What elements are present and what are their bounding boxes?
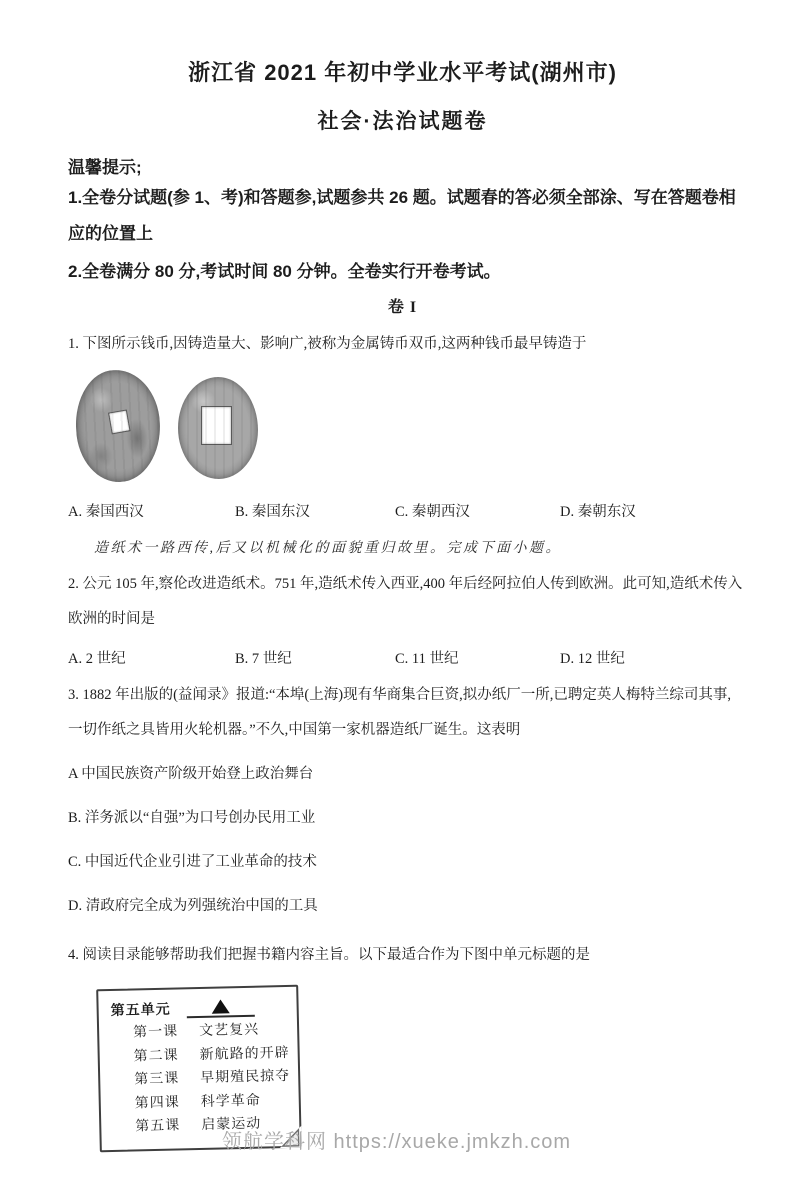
lesson-title: 启蒙运动: [201, 1116, 262, 1133]
lesson-row: [113, 1091, 291, 1114]
triangle-icon: [211, 999, 229, 1013]
option-item: D. 12 世纪: [560, 651, 625, 667]
triangle-underline: [186, 999, 254, 1019]
lesson-row: [111, 1021, 289, 1044]
option-item: C. 中国近代企业引进了工业革命的技术: [68, 854, 317, 870]
notice-heading: 温馨提示;: [68, 158, 142, 177]
passage-text: 造纸术一路西传,后又以机械化的面貌重归故里。完成下面小题。: [94, 541, 562, 556]
notice-item-2: 2.全卷满分 80 分,考试时间 80 分钟。全卷实行开卷考试。: [68, 262, 501, 281]
coin-image-left: [73, 368, 163, 484]
exam-paper-page: [0, 56, 793, 1178]
coin-image-right: [178, 377, 258, 479]
lesson-title: 科学革命: [200, 1093, 261, 1110]
option-item: C. 秦朝西汉: [395, 504, 470, 520]
lesson-title: 文艺复兴: [198, 1022, 260, 1039]
page-title: 浙江省 2021 年初中学业水平考试(湖州市): [188, 60, 617, 85]
lesson-number: 第二课: [133, 1047, 179, 1064]
option-item: A. 秦国西汉: [68, 504, 144, 520]
question-2-stem: 2. 公元 105 年,察伦改进造纸术。751 年,造纸术传入西亚,400 年后经阿拉伯人传到欧洲。此可知,造纸术传入欧洲的时间是: [68, 576, 743, 627]
unit-label: 第五单元: [110, 1002, 171, 1019]
option-item: C. 11 世纪: [395, 651, 459, 667]
question-3-stem: 3. 1882 年出版的(益闻录》报道:“本埠(上海)现有华商集合巨资,拟办纸厂一所,已聘定英人梅特兰综司其事,一切作纸之具皆用火轮机器。”不久,中国第一家机器造纸厂诞生。这表明: [68, 687, 731, 738]
notice-item-1: 1.全卷分试题(参 1、考)和答题参,试题参共 26 题。试题春的答必须全部涂、写在答题卷相应的位置上: [68, 188, 736, 243]
lesson-number: 第一课: [133, 1024, 179, 1041]
page-subtitle: 社会·法治试题卷: [317, 110, 488, 133]
lesson-number: 第四课: [134, 1094, 180, 1111]
watermark-text: 领航学科网 https://xueke.jmkzh.com: [221, 1131, 572, 1153]
question-1-options: [68, 500, 737, 521]
option-item: A 中国民族资产阶级开始登上政治舞台: [68, 766, 314, 782]
toc-header: [110, 996, 288, 1020]
coin-hole-icon: [109, 411, 129, 434]
lesson-title: 早期殖民掠夺: [200, 1068, 291, 1086]
option-item: A. 2 世纪: [68, 651, 126, 667]
option-item: B. 7 世纪: [235, 651, 292, 667]
question-3-options: [68, 762, 737, 915]
lesson-row: [112, 1068, 290, 1091]
lesson-number: 第三课: [134, 1071, 180, 1088]
lesson-title: 新航路的开辟: [199, 1045, 290, 1063]
question-2-options: [68, 647, 737, 668]
lesson-number: 第五课: [135, 1118, 181, 1135]
coin-images: [76, 370, 737, 490]
question-1-stem: 1. 下图所示钱币,因铸造量大、影响广,被称为金属铸币双币,这两种钱币最早铸造于: [68, 336, 587, 352]
question-4-stem: 4. 阅读目录能够帮助我们把握书籍内容主旨。以下最适合作为下图中单元标题的是: [68, 947, 590, 963]
coin-hole-icon: [202, 407, 231, 444]
option-item: D. 秦朝东汉: [560, 504, 636, 520]
section-heading: 卷 I: [387, 299, 418, 316]
option-item: B. 洋务派以“自强”为口号创办民用工业: [68, 810, 316, 826]
option-item: B. 秦国东汉: [235, 504, 310, 520]
option-item: D. 清政府完全成为列强统治中国的工具: [68, 898, 318, 914]
lesson-row: [112, 1044, 290, 1067]
